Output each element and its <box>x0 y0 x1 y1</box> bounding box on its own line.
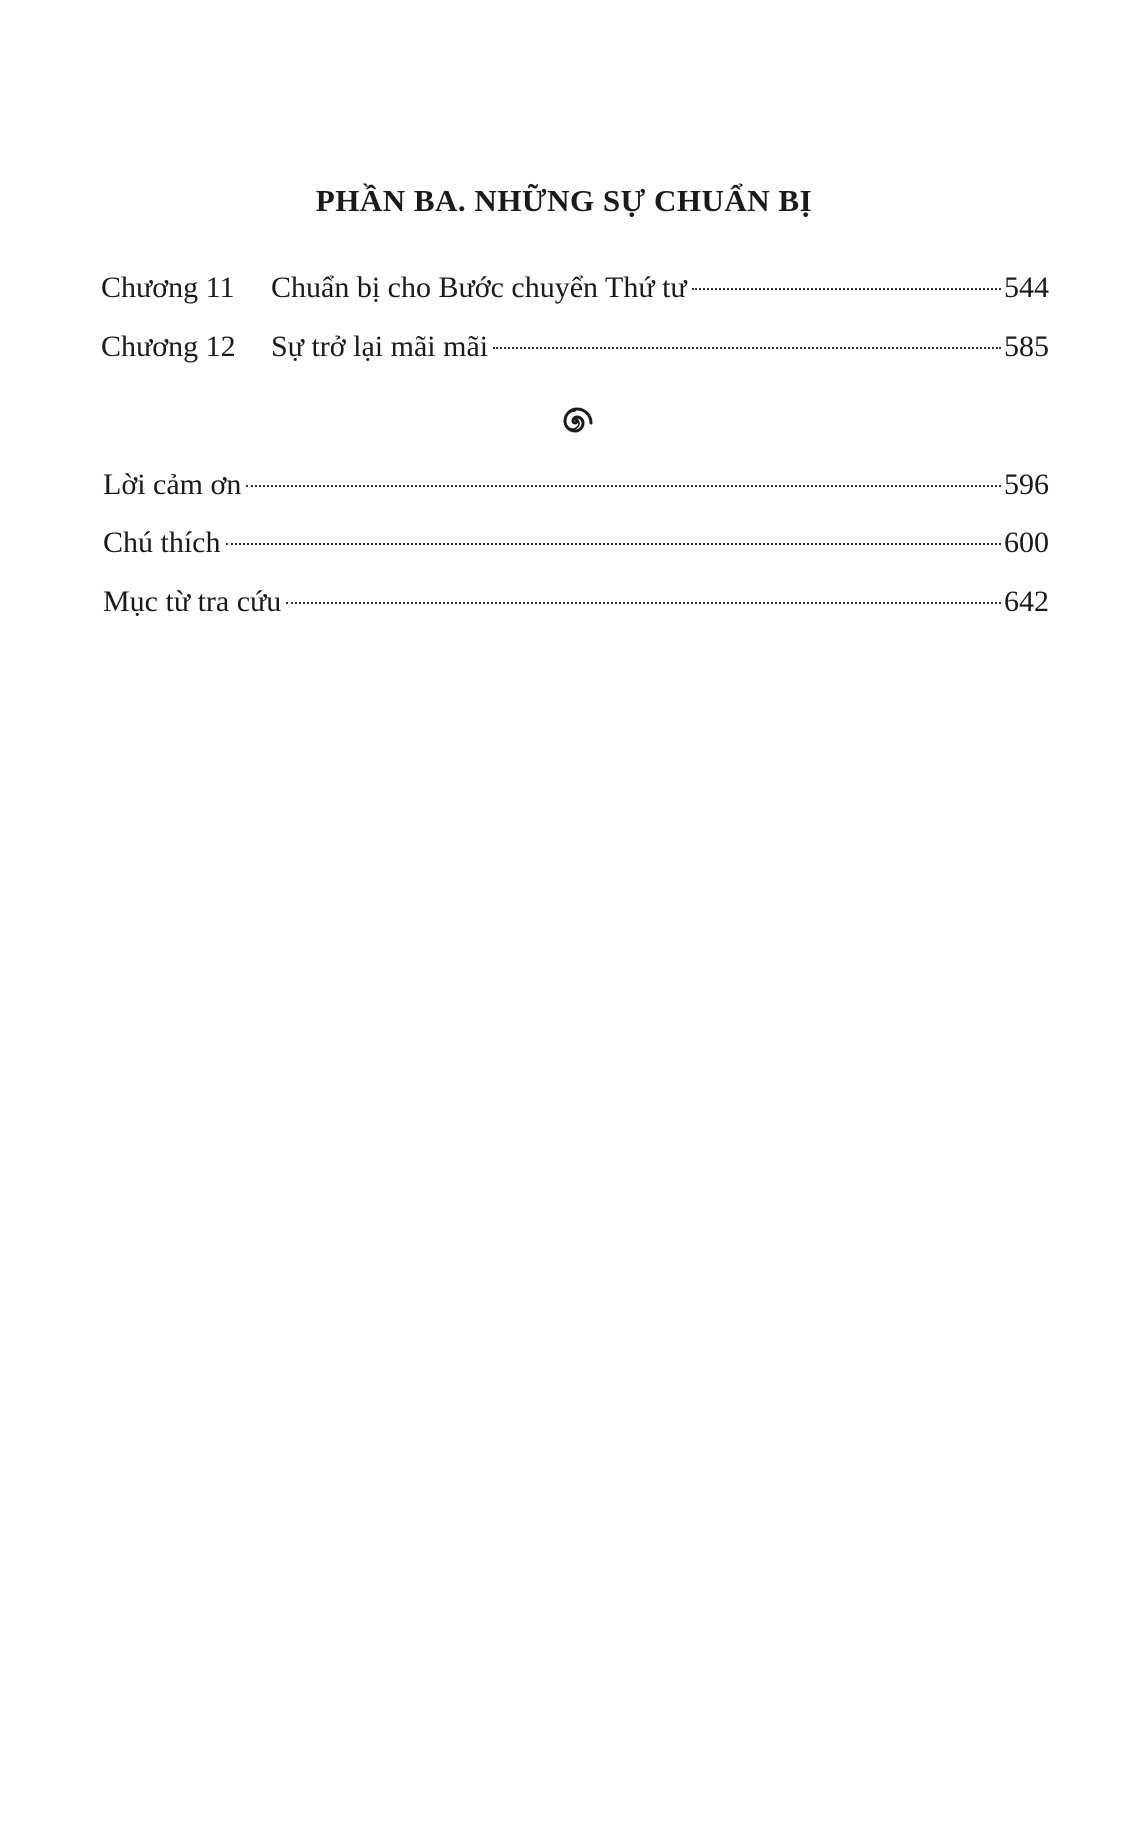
page-number: 642 <box>1004 585 1049 618</box>
dot-leader <box>692 288 1001 290</box>
part-title: PHẦN BA. NHỮNG SỰ CHUẨN BỊ <box>315 183 813 218</box>
swirl-ornament-icon <box>557 403 593 439</box>
page-number: 596 <box>1004 468 1049 501</box>
dot-leader <box>226 543 1002 545</box>
chapter-number: Chương 11 <box>101 271 235 304</box>
dot-leader <box>246 485 1001 487</box>
page-number: 585 <box>1004 330 1049 363</box>
entry-title: Chú thích <box>103 526 221 559</box>
entry-title: Mục từ tra cứu <box>103 585 282 618</box>
toc-entry-notes[interactable] <box>103 523 1049 563</box>
toc-entry-chapter-11[interactable] <box>101 268 1049 308</box>
toc-entry-index[interactable] <box>103 582 1049 622</box>
toc-entry-chapter-12[interactable] <box>101 327 1049 367</box>
chapter-number: Chương 12 <box>101 330 236 363</box>
dot-leader <box>493 347 1001 349</box>
entry-title: Lời cảm ơn <box>103 468 242 501</box>
toc-entry-acknowledgements[interactable] <box>103 465 1049 505</box>
chapter-title: Sự trở lại mãi mãi <box>271 330 489 363</box>
page-number: 600 <box>1004 526 1049 559</box>
chapter-title: Chuẩn bị cho Bước chuyển Thứ tư <box>271 271 687 304</box>
dot-leader <box>286 602 1001 604</box>
page-number: 544 <box>1004 271 1049 304</box>
